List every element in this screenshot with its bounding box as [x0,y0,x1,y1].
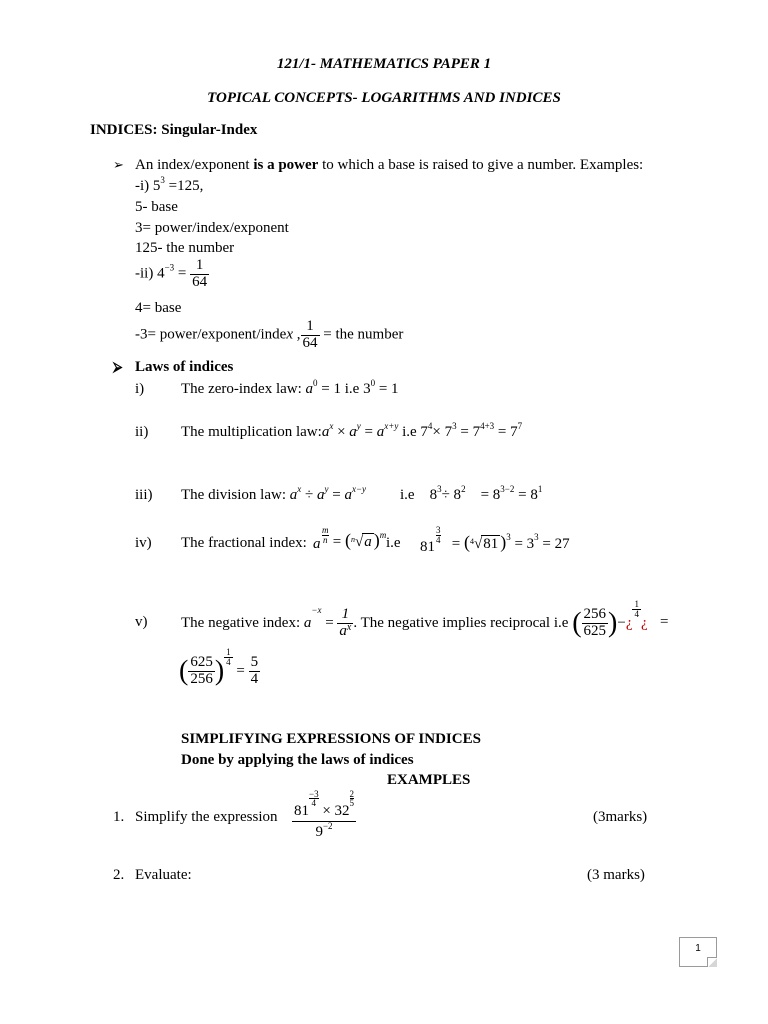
example-1-base: 5- base [135,199,178,215]
law-4-number: iv) [135,535,152,551]
simplify-heading: SIMPLIFYING EXPRESSIONS OF INDICES [181,731,481,747]
law-5-number: v) [135,614,148,630]
example-1-number: 125- the number [135,240,235,256]
question-1-expression: 81 $\frac{-3}{4}$ × 32 $\frac{2}{5}$ $9^{-2}$ [294,789,355,840]
laws-heading: Laws of indices [135,359,234,375]
question-1-text: Simplify the expression [135,809,278,825]
bullet-arrow-icon: ➢ [113,157,124,172]
question-2-text: Evaluate: [135,867,192,883]
example-2-base: 4= base [135,300,182,316]
law-5-equals: = [660,614,669,630]
law-3-number: iii) [135,487,153,503]
law-2-multiplication: The multiplication $law:a^x \times a^y = a^{x+y}$ i.e $7^4\times 7^3 = 7^{4+3} = 7^7$ [181,421,523,440]
law-1-zero-index: The zero-index law: $a^0 = 1$ i.e $3^0 = 1$ [181,378,399,397]
law-4-label: The fractional index: [181,535,307,551]
example-2-power: -3= power/exponent/index , $\frac{1}{64}$ = the number [135,318,404,351]
law-4-formula: a m n = ($^n$√a )$^m$ [313,525,387,552]
index-definition: An index/exponent is a power to which a base is raised to give a number. Examples: [135,157,644,173]
law-5-result: ( $\frac{625}{256}$ ) $\frac{1}{4}$ = $\frac{5}{4}$ [179,647,259,688]
laws-arrow-icon: ⮚ [113,359,123,374]
question-1-number: 1. [113,809,125,825]
simplify-subheading: Done by applying the laws of indices [181,752,414,768]
law-4-ie: i.e [386,535,401,551]
paper-subtitle: TOPICAL CONCEPTS- LOGARITHMS AND INDICES [207,90,561,106]
question-2-number: 2. [113,867,125,883]
example-2: -ii) $4^{-3}$ = $\frac{1}{64}$ [135,257,208,290]
question-2-marks: (3 marks) [587,867,645,883]
law-2-number: ii) [135,424,149,440]
example-1: -i) $5^3 =125$, [135,175,204,194]
page-number: 1 [679,937,717,967]
section-heading: INDICES: Singular-Index [90,122,258,138]
example-1-power: 3= power/index/exponent [135,220,289,236]
law-3-division: The division law: $a^x \div a^y = a^{x-y}$ [181,484,367,503]
law-1-number: i) [135,381,145,397]
examples-heading: EXAMPLES [387,772,471,788]
law-4-example: 81 3 4 = ($^4$√81 )$^3 = 3^3 = 27$ [420,525,570,555]
question-1-marks: (3marks) [593,809,648,825]
law-3-example: i.e $8^3\div 8^2$ = $8^{3-2} = 8^1$ [400,484,543,503]
law-5-negative-index: The negative index: $a^{-x}$ = $\frac{1}{a^x}$ . The negative implies reciprocal i.e ( $\frac{256}{625}$ )−¿ $\frac{1}{4}$ ¿ [181,599,648,640]
paper-title: 121/1- MATHEMATICS PAPER 1 [276,56,492,72]
